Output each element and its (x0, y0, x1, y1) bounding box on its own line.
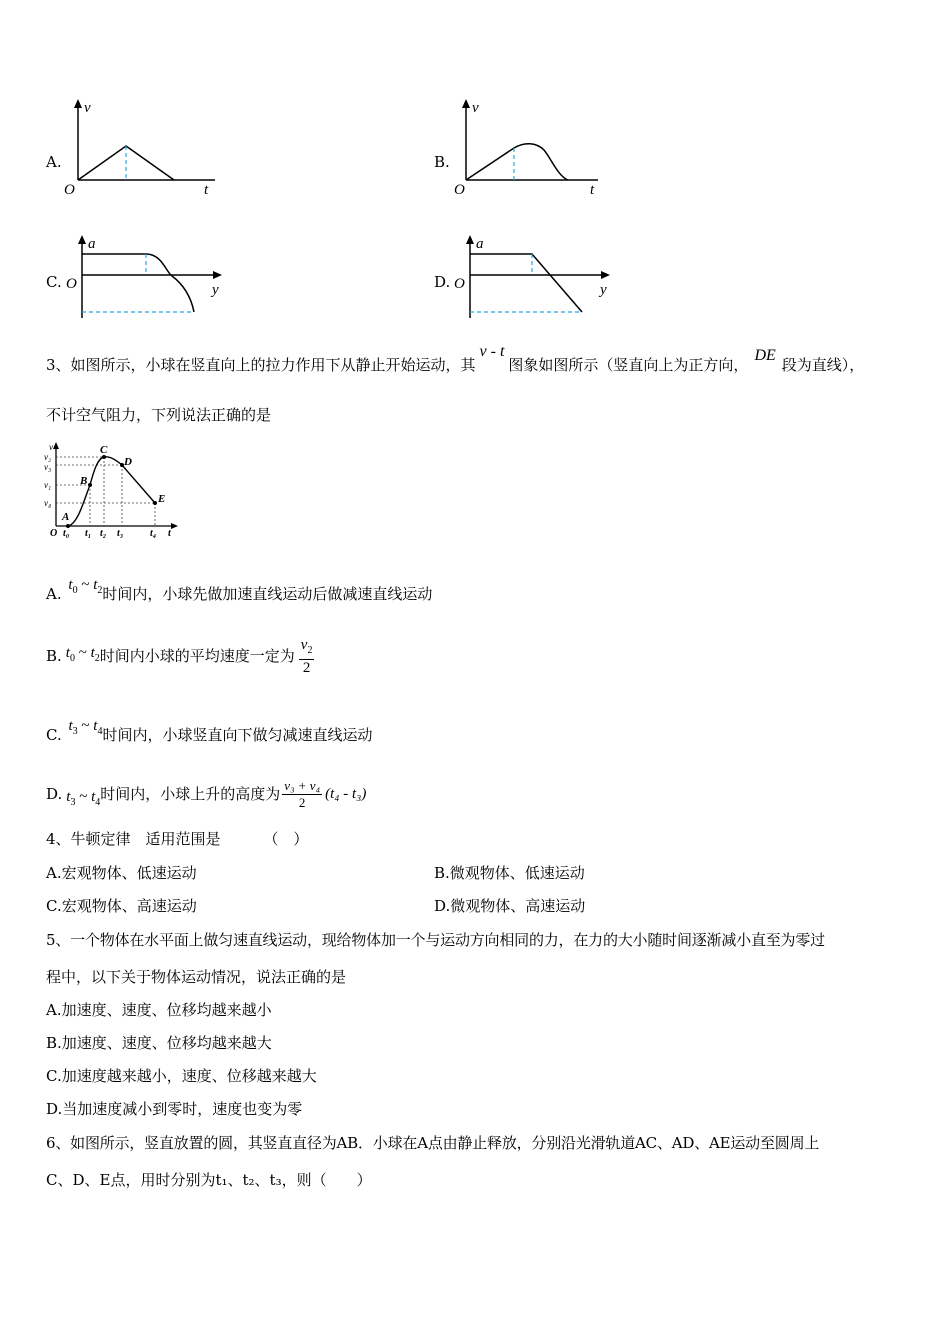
q5-option-d[interactable]: D.当加速度减小到零时，速度也变为零 (46, 1100, 303, 1118)
fraction-numerator (299, 637, 315, 660)
option-label: A. (46, 585, 62, 603)
fraction (299, 637, 315, 676)
t-from: t (68, 718, 73, 734)
q5-option-b[interactable]: B.加速度、速度、位移均越来越大 (46, 1034, 272, 1052)
curve (470, 254, 582, 312)
y-axis-label: a (476, 236, 484, 252)
q6-stem-line2: C、D、E点，用时分别为t₁、t₂、t₃，则（ ） (46, 1171, 372, 1189)
x-axis-arrow (213, 271, 222, 279)
t-from: t (65, 645, 70, 661)
q6-stem-line1: 6、如图所示，竖直放置的圆，其竖直直径为AB．小球在A点由静止释放，分别沿光滑轨道AC、AD、AE运动至圆周上 (46, 1134, 820, 1152)
x-axis-arrow (171, 523, 178, 529)
x-labels (50, 528, 172, 539)
graph-b (448, 96, 618, 200)
time-range (66, 643, 100, 669)
y-axis-arrow (462, 99, 470, 108)
x-axis-arrow (601, 271, 610, 279)
label-t1: t₁ (85, 528, 92, 539)
fraction-denominator: 2 (298, 794, 306, 810)
fraction-denominator: 2 (302, 659, 311, 676)
q5-option-c[interactable]: C.加速度越来越小，速度、位移越来越大 (46, 1067, 317, 1085)
x-axis-label: y (212, 282, 219, 298)
q3-option-d[interactable] (46, 772, 366, 816)
graph-a (60, 96, 230, 200)
label-t2: t₂ (100, 528, 107, 539)
time-range (66, 787, 100, 813)
option-label-a: A. (46, 153, 62, 171)
option-label-c: C. (46, 273, 62, 291)
t-from-sub: 3 (70, 797, 76, 808)
t-to-sub: 4 (95, 797, 101, 808)
q4-option-a[interactable]: A.宏观物体、低速运动 (46, 864, 197, 882)
t-to: t (91, 789, 96, 805)
origin-label: O (454, 276, 465, 292)
label-o: O (50, 528, 58, 539)
label-t4: t₄ (150, 528, 157, 539)
q3-vt-figure (44, 440, 184, 540)
q3-vt-symbol: v - t (479, 343, 505, 360)
fraction-numerator: v₃ + v₄ (284, 777, 321, 793)
y-axis-arrow (74, 99, 82, 108)
q3-stem-line2: 不计空气阻力，下列说法正确的是 (46, 406, 272, 424)
label-point-d: D (124, 456, 132, 468)
t-to: t (93, 718, 98, 734)
q3-stem-line1 (46, 343, 865, 376)
graph-c (62, 232, 232, 324)
q5-stem-line1: 5、一个物体在水平面上做匀速直线运动，现给物体加一个与运动方向相同的力，在力的大小随时间逐渐减小直至为零过 (46, 931, 825, 949)
t-to-sub: 2 (97, 585, 103, 596)
t-to-sub: 2 (94, 653, 100, 664)
time-range (68, 718, 103, 737)
t-to: t (93, 577, 98, 593)
point-labels (61, 444, 165, 523)
q3-prefix: 3、如图所示，小球在竖直向上的拉力作用下从静止开始运动，其 (46, 356, 476, 374)
x-axis-label: t (590, 182, 595, 198)
origin-label: O (454, 182, 465, 198)
graph-d (450, 232, 620, 324)
option-label: C. (46, 726, 62, 744)
x-axis-label: t (204, 182, 209, 198)
t-to: t (90, 645, 95, 661)
t-to-sub: 4 (97, 726, 103, 737)
label-point-b: B (80, 475, 88, 487)
option-label: D. (46, 785, 63, 803)
label-t: t (168, 528, 171, 539)
point-b (88, 483, 92, 487)
y-labels (44, 442, 53, 508)
guide-lines (56, 457, 155, 526)
y-axis-label: a (88, 236, 96, 252)
curve-points (66, 455, 157, 528)
y-axis-label: v (84, 100, 91, 116)
label-v2: v₂ (44, 452, 52, 462)
label-v: v (49, 442, 53, 452)
fraction (282, 778, 322, 811)
time-difference: (t₄ - t₃) (325, 786, 367, 802)
option-label-b: B. (434, 153, 450, 171)
numerator-sub: 2 (307, 644, 313, 656)
y-axis-arrow (78, 235, 86, 244)
label-t0: t₀ (63, 528, 70, 539)
x-axis-label: y (600, 282, 607, 298)
q3-suffix: 段为直线）， (781, 356, 865, 374)
label-v1: v₁ (44, 480, 52, 490)
y-axis-arrow (53, 442, 59, 449)
label-point-a: A (62, 511, 70, 523)
t-from-sub: 0 (69, 653, 75, 664)
curve (466, 144, 568, 180)
option-text: 时间内，小球竖直向下做匀减速直线运动 (102, 726, 373, 744)
t-from-sub: 3 (72, 726, 78, 737)
time-range (68, 577, 103, 596)
curve (82, 254, 194, 312)
label-t3: t₃ (117, 528, 124, 539)
q3-option-b[interactable] (46, 636, 314, 676)
label-point-e: E (158, 493, 166, 505)
q3-option-a[interactable] (46, 577, 433, 611)
q3-de-symbol: DE (754, 347, 776, 364)
option-text: 时间内，小球上升的高度为 (100, 785, 281, 803)
point-e (153, 501, 157, 505)
option-text: 时间内小球的平均速度一定为 (99, 647, 295, 665)
q3-option-c[interactable] (46, 718, 373, 752)
label-v4: v₄ (44, 498, 52, 508)
answer-blank: （ ） (263, 830, 309, 848)
option-label-d: D. (434, 273, 451, 291)
y-axis-arrow (466, 235, 474, 244)
option-text: 时间内，小球先做加速直线运动后做减速直线运动 (102, 585, 433, 603)
q5-stem-line2: 程中，以下关于物体运动情况，说法正确的是 (46, 968, 347, 986)
q4-stem-text: 4、牛顿定律 适用范围是 (46, 830, 221, 848)
t-from-sub: 0 (72, 585, 78, 596)
option-label: B. (46, 647, 62, 665)
q4-option-d[interactable]: D.微观物体、高速运动 (434, 897, 586, 915)
vt-curve (68, 457, 155, 526)
q4-option-b[interactable]: B.微观物体、低速运动 (434, 864, 585, 882)
origin-label: O (66, 276, 77, 292)
tilde: ~ (79, 789, 88, 805)
tilde: ~ (78, 645, 87, 661)
q4-stem (46, 829, 308, 849)
origin-label: O (64, 182, 75, 198)
tilde: ~ (81, 718, 90, 734)
label-v3: v₃ (44, 462, 52, 472)
q4-option-c[interactable]: C.宏观物体、高速运动 (46, 897, 197, 915)
y-axis-label: v (472, 100, 479, 116)
t-from: t (66, 789, 71, 805)
label-point-c: C (100, 444, 108, 456)
t-from: t (68, 577, 73, 593)
q5-option-a[interactable]: A.加速度、速度、位移均越来越小 (46, 1001, 272, 1019)
numerator-symbol: v (300, 636, 308, 653)
q3-middle: 图象如图所示（竖直向上为正方向， (508, 356, 749, 374)
tilde: ~ (81, 577, 90, 593)
